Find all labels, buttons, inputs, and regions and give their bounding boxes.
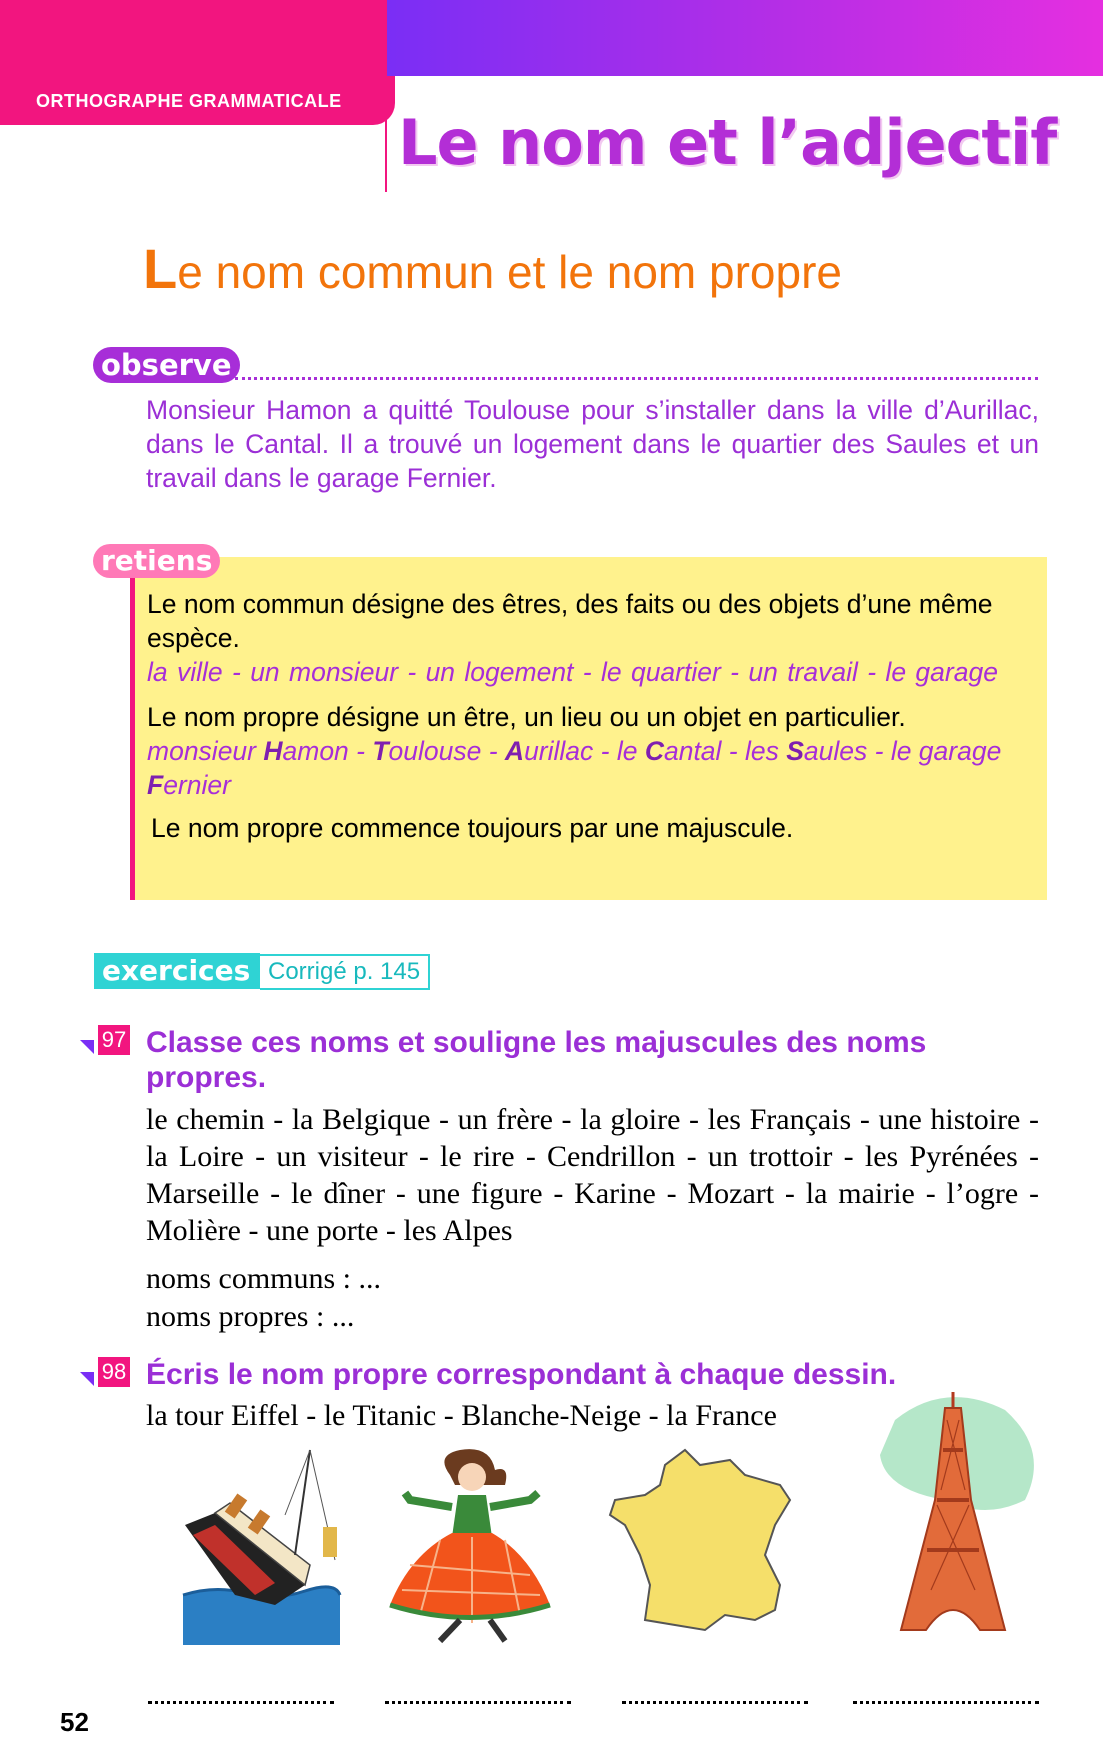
exercise-97-proper-line: noms propres : ... [146, 1300, 355, 1333]
exercise-97-number: 97 [98, 1025, 130, 1055]
page-title: Le nom et l’adjectif [398, 106, 1057, 179]
observe-dotted-line [235, 357, 1038, 380]
exercices-tag: exercices [94, 953, 260, 989]
example-proper-nouns: monsieur Hamon - Toulouse - Aurillac - le Cantal - les Saules - le garage Fernier [147, 736, 1002, 800]
header-divider [385, 76, 387, 192]
observe-text: Monsieur Hamon a quitté Toulouse pour s’installer dans la ville d’Aurillac, dans le Cantal. Il a trouvé un logement dans le quartier des Saules et un travail dans le garage Fernier. [146, 395, 1039, 493]
rule-proper-noun: Le nom propre désigne un être, un lieu ou un objet en particulier. [147, 702, 906, 732]
answer-line-2[interactable] [385, 1695, 571, 1704]
page-number: 52 [60, 1707, 89, 1737]
retiens-tag: retiens [93, 544, 220, 578]
rule-capital-letter: Le nom propre commence toujours par une majuscule. [151, 813, 794, 843]
section-title [143, 236, 842, 301]
exercise-98-number: 98 [98, 1357, 130, 1387]
answer-line-4[interactable] [853, 1695, 1039, 1704]
corrige-reference: Corrigé p. 145 [260, 954, 430, 990]
france-map-drawing [605, 1445, 805, 1645]
rule-common-noun: Le nom commun désigne des êtres, des faits ou des objets d’une même espèce. [147, 589, 993, 653]
exercise-97-common-line: noms communs : ... [146, 1262, 382, 1295]
exercise-97-words: le chemin - la Belgique - un frère - la gloire - les Français - une histoire - la Loire - un visiteur - le rire - Cendrillon - un trottoir - les Pyrénées - Marseille - le dîner - une figure - Karine - Mozart - la mairie - l’ogre - Molière - une porte - les Alpes [146, 1103, 1039, 1247]
answer-line-1[interactable] [148, 1695, 334, 1704]
exercise-98-words: la tour Eiffel - le Titanic - Blanche-Neige - la France [146, 1399, 777, 1432]
exercise-97-title: Classe ces noms et souligne les majuscules des noms propres. [146, 1026, 927, 1094]
example-common-nouns: la ville - un monsieur - un logement - le quartier - un travail - le garage [147, 657, 998, 687]
observe-tag: observe [93, 347, 240, 383]
eiffel-tower-drawing [865, 1390, 1045, 1650]
header-violet-band [387, 0, 1103, 76]
exercise-98-marker [80, 1372, 94, 1386]
chapter-label: ORTHOGRAPHE GRAMMATICALE [36, 91, 342, 111]
exercise-97-marker [80, 1040, 94, 1054]
titanic-drawing [175, 1445, 345, 1645]
retiens-box [130, 557, 1047, 900]
section-title-rest: e nom commun et le nom propre [177, 246, 842, 298]
snow-white-drawing [380, 1445, 560, 1645]
exercices-tag-arrow [250, 953, 260, 989]
answer-line-3[interactable] [622, 1695, 808, 1704]
exercise-98-title: Écris le nom propre correspondant à chaque dessin. [146, 1358, 897, 1391]
section-title-initial: L [143, 237, 178, 300]
